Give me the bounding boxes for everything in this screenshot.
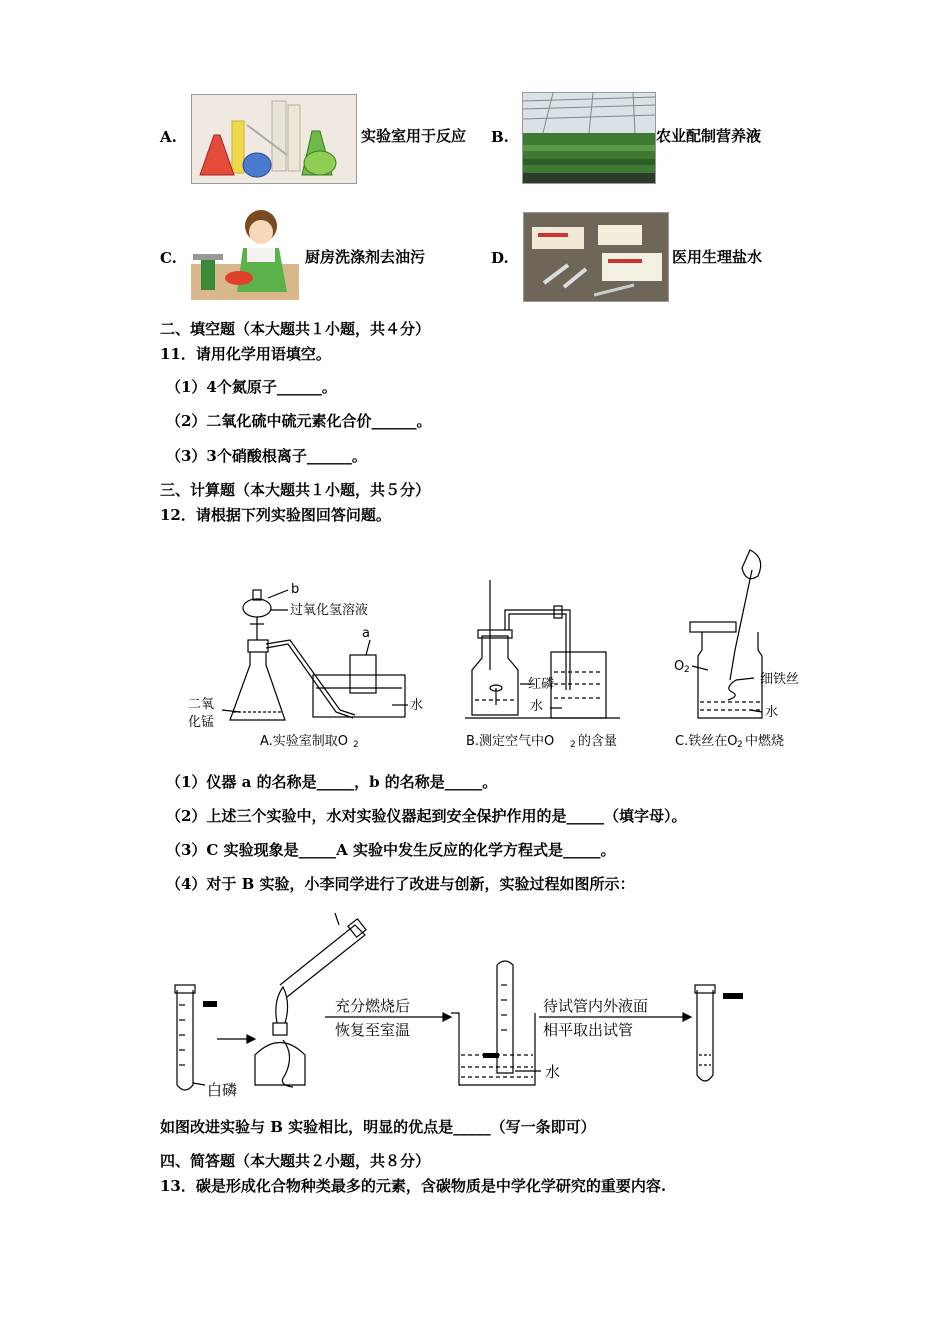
fig1-caption-b-tail: 的含量 xyxy=(578,734,618,749)
q12-item-1: （1）仪器 a 的名称是_____，b 的名称是_____。 xyxy=(166,773,498,791)
section3-heading: 三、计算题（本大题共１小题，共５分） xyxy=(160,481,431,499)
experiment-figure-abc xyxy=(180,540,820,755)
fig1-label-red-p: 红磷 xyxy=(528,677,555,692)
fig1-label-water-c: 水 xyxy=(765,705,779,720)
dishwashing-illustration xyxy=(191,208,299,300)
option-d-letter: D. xyxy=(491,249,509,267)
option-b-text: 农业配制营养液 xyxy=(656,127,762,145)
fig2-arrow1-line1: 充分燃烧后 xyxy=(335,997,411,1015)
option-b-letter: B. xyxy=(491,128,509,146)
fig1-label-water-b: 水 xyxy=(530,699,544,714)
fig2-label-white-p: 白磷 xyxy=(207,1081,238,1099)
greenhouse-photo xyxy=(522,92,656,184)
q11-item-2: （2）二氧化硫中硫元素化合价______。 xyxy=(166,412,432,430)
fig1-caption-a-sub: 2 xyxy=(353,740,359,750)
fig2-arrow2-line1: 待试管内外液面 xyxy=(543,997,649,1015)
q11-item-1: （1）4个氮原子______。 xyxy=(166,378,337,396)
fig1-label-mno2-line2: 化锰 xyxy=(188,715,215,730)
fig1-caption-b-sub: 2 xyxy=(570,740,576,750)
q12-item-2: （2）上述三个实验中，水对实验仪器起到安全保护作用的是_____（填字母）。 xyxy=(166,807,687,825)
saline-ampoules-photo xyxy=(523,212,669,302)
fig1-label-h2o2: 过氧化氢溶液 xyxy=(290,603,369,618)
fig1-label-water-a: 水 xyxy=(410,698,424,713)
question-11: 11．请用化学用语填空。 xyxy=(160,345,331,363)
fig1-caption-c-sub: 2 xyxy=(737,740,743,750)
q12-item-4: （4）对于 B 实验，小李同学进行了改进与创新，实验过程如图所示： xyxy=(166,875,635,893)
fig1-caption-c: C.铁丝在O xyxy=(675,734,738,749)
option-d-text: 医用生理盐水 xyxy=(672,248,763,266)
fig1-caption-b: B.测定空气中O xyxy=(466,734,555,749)
fig1-label-a: a xyxy=(362,626,370,641)
question-13: 13．碳是形成化合物种类最多的元素，含碳物质是中学化学研究的重要内容. xyxy=(160,1177,667,1195)
option-c-letter: C. xyxy=(160,249,177,267)
fig1-label-o2-sub: 2 xyxy=(684,665,690,675)
fig1-label-iron-wire: 细铁丝 xyxy=(760,672,800,687)
fig2-arrow1-line2: 恢复至室温 xyxy=(335,1021,411,1039)
q12-item-3: （3）C 实验现象是_____A 实验中发生反应的化学方程式是_____。 xyxy=(166,841,616,859)
fig1-label-mno2-line1: 二氧 xyxy=(188,697,215,712)
option-c-text: 厨房洗涤剂去油污 xyxy=(305,248,426,266)
fig2-label-water: 水 xyxy=(545,1063,561,1081)
q11-item-3: （3）3个硝酸根离子______。 xyxy=(166,447,367,465)
fig2-arrow2-line2: 相平取出试管 xyxy=(543,1021,634,1039)
section4-heading: 四、简答题（本大题共２小题，共８分） xyxy=(160,1152,431,1170)
improved-experiment-figure xyxy=(165,905,765,1110)
question-12: 12．请根据下列实验图回答问题。 xyxy=(160,506,391,524)
fig1-label-b: b xyxy=(291,582,300,597)
fig1-caption-c-tail: 中燃烧 xyxy=(745,734,785,749)
section2-heading: 二、填空题（本大题共１小题，共４分） xyxy=(160,320,431,338)
option-a-text: 实验室用于反应 xyxy=(361,127,467,145)
q12-advantage: 如图改进实验与 B 实验相比，明显的优点是_____（写一条即可） xyxy=(160,1118,596,1136)
fig1-caption-a: A.实验室制取O xyxy=(260,734,349,749)
fig1-label-o2: O xyxy=(674,659,685,674)
option-a-letter: A. xyxy=(160,128,177,146)
lab-glassware-photo xyxy=(191,94,357,184)
